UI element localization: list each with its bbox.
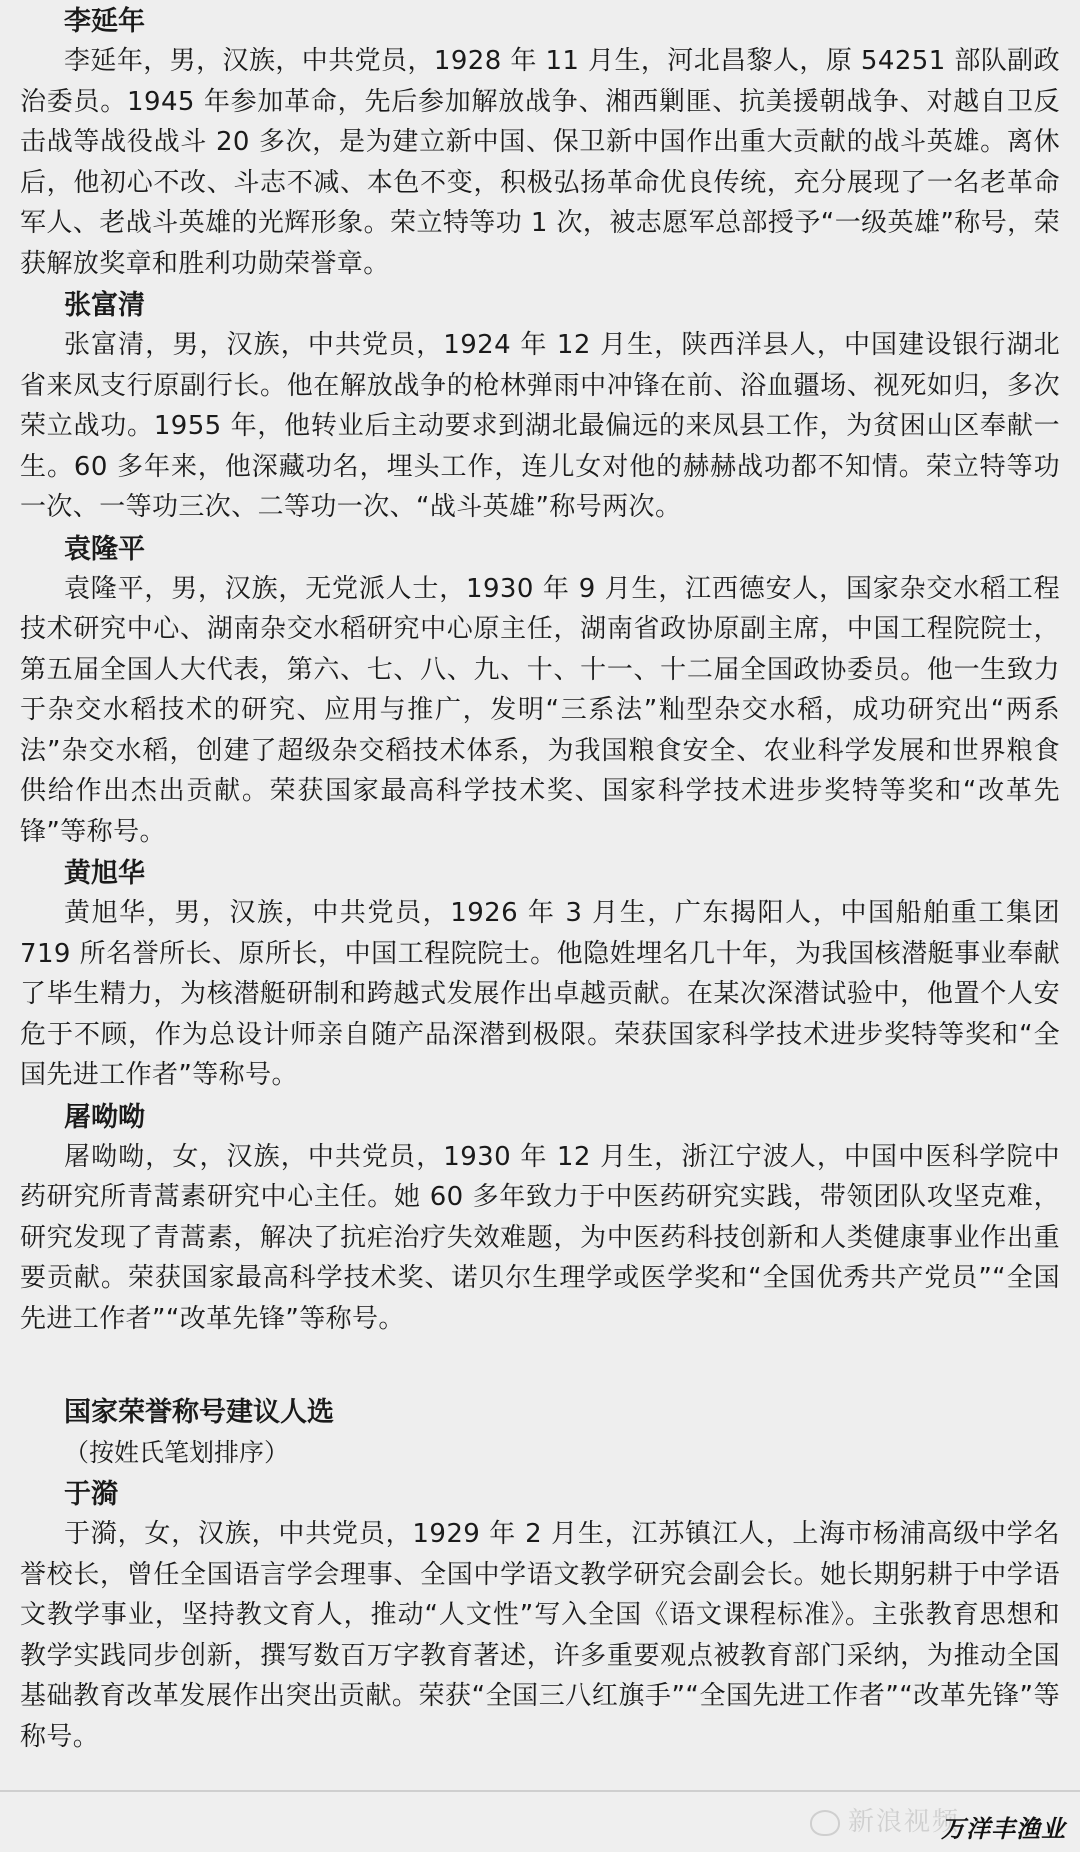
entry-huang-xuhua	[20, 852, 1060, 1096]
footer-bar	[0, 1790, 1080, 1852]
entry-zhang-fuqing	[20, 284, 1060, 528]
person-name: 李延年	[64, 6, 145, 37]
entry-tu-youyou	[20, 1096, 1060, 1340]
person-name: 黄旭华	[64, 858, 145, 889]
person-bio: 屠呦呦，女，汉族，中共党员，1930 年 12 月生，浙江宁波人，中国中医科学院中药研究所青蒿素研究中心主任。她 60 多年致力于中医药研究实践，带领团队攻坚克难，研究发现了青蒿素，解决了抗疟治疗失效难题，为中医药科技创新和人类健康事业作出重要贡献。荣获国家最高科学技术奖、诺贝尔生理学或医学奖和“全国优秀共产党员”“全国先进工作者”“改革先锋”等称号。	[20, 1141, 1060, 1334]
section-title: 国家荣誉称号建议人选	[64, 1397, 334, 1428]
person-bio: 黄旭华，男，汉族，中共党员，1926 年 3 月生，广东揭阳人，中国船舶重工集团 719 所名誉所长、原所长，中国工程院院士。他隐姓埋名几十年，为我国核潜艇事业奉献了毕生精力，为核潜艇研制和跨越式发展作出卓越贡献。在某次深潜试验中，他置个人安危于不顾，作为总设计师亲自随产品深潜到极限。荣获国家科学技术进步奖特等奖和“全国先进工作者”等称号。	[20, 898, 1060, 1090]
weibo-icon	[810, 1810, 840, 1836]
person-name: 于漪	[64, 1479, 118, 1510]
brand-logo: 万洋丰渔业	[941, 1814, 1066, 1843]
entry-yu-yi	[20, 1473, 1060, 1757]
person-name: 屠呦呦	[64, 1101, 145, 1133]
person-bio: 张富清，男，汉族，中共党员，1924 年 12 月生，陕西洋县人，中国建设银行湖北省来凤支行原副行长。他在解放战争的枪林弹雨中冲锋在前、浴血疆场、视死如归，多次荣立战功。1955 年，他转业后主动要求到湖北最偏远的来凤县工作，为贫困山区奉献一生。60 多年来，他深藏功名，埋头工作，连儿女对他的赫赫战功都不知情。荣立特等功一次、一等功三次、二等功一次、“战斗英雄”称号两次。	[20, 330, 1060, 522]
section-subtitle: （按姓氏笔划排序）	[64, 1438, 290, 1467]
person-bio: 李延年，男，汉族，中共党员，1928 年 11 月生，河北昌黎人，原 54251 部队副政治委员。1945 年参加革命，先后参加解放战争、湘西剿匪、抗美援朝战争、对越自卫反击战等战役战斗 20 多次，是为建立新中国、保卫新中国作出重大贡献的战斗英雄。离休后，他初心不改、斗志不减、本色不变，积极弘扬革命优良传统，充分展现了一名老革命军人、老战斗英雄的光辉形象。荣立特等功 1 次，被志愿军总部授予“一级英雄”称号，荣获解放奖章和胜利功勋荣誉章。	[20, 46, 1060, 279]
person-bio: 袁隆平，男，汉族，无党派人士，1930 年 9 月生，江西德安人，国家杂交水稻工程技术研究中心、湖南杂交水稻研究中心原主任，湖南省政协原副主席，中国工程院院士，第五届全国人大代表，第六、七、八、九、十、十一、十二届全国政协委员。他一生致力于杂交水稻技术的研究、应用与推广，发明“三系法”籼型杂交水稻，成功研究出“两系法”杂交水稻，创建了超级杂交稻技术体系，为我国粮食安全、农业科学发展和世界粮食供给作出杰出贡献。荣获国家最高科学技术奖、国家科学技术进步奖特等奖和“改革先锋”等称号。	[20, 573, 1060, 847]
person-name: 张富清	[64, 290, 145, 321]
entry-yuan-longping	[20, 528, 1060, 853]
document-content	[20, 0, 1060, 1757]
person-bio: 于漪，女，汉族，中共党员，1929 年 2 月生，江苏镇江人，上海市杨浦高级中学名誉校长，曾任全国语言学会理事、全国中学语文教学研究会副会长。她长期躬耕于中学语文教学事业，坚持教文育人，推动“人文性”写入全国《语文课程标准》。主张教育思想和教学实践同步创新，撰写数百万字教育著述，许多重要观点被教育部门采纳，为推动全国基础教育改革发展作出突出贡献。荣获“全国三八红旗手”“全国先进工作者”“改革先锋”等称号。	[20, 1519, 1060, 1752]
watermark-text: 新浪视频	[847, 1807, 960, 1837]
person-name: 袁隆平	[64, 533, 145, 565]
entry-li-yannian	[20, 0, 1060, 284]
watermark	[810, 1801, 960, 1838]
